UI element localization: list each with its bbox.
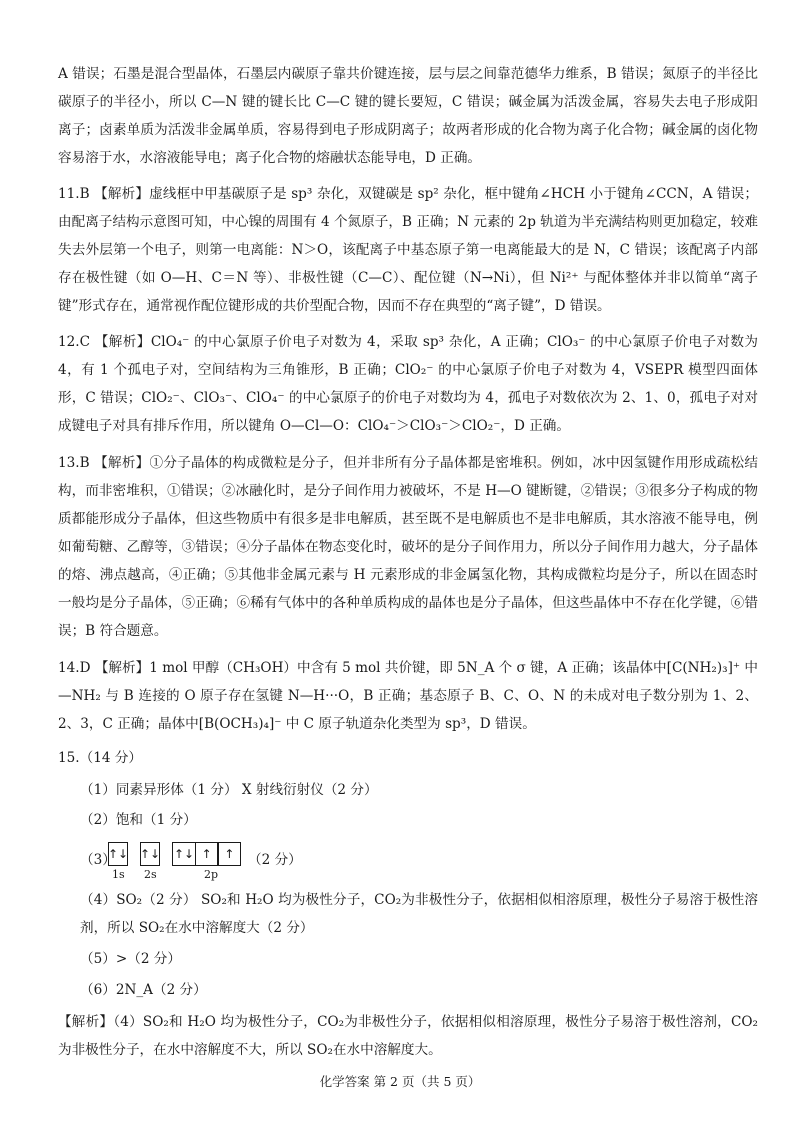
q12-answer: 12.C 【解析】ClO₄⁻ 的中心氯原子价电子对数为 4，采取 sp³ 杂化，A 正确；ClO₃⁻ 的中心氯原子价电子对数为 4，有 1 个孤电子对，空间结构为三角锥形，B 正确；ClO₂⁻ 的中心氯原子价电子对数为 4，VSEPR 模型四面体形，C 错误；ClO₂⁻、ClO₃⁻、ClO₄⁻ 的中心氯原子的价电子对数均为 4，孤电子对数依次为 2、1、0，孤电子对对成键电子对具有排斥作用，所以键角 O—Cl—O：ClO₄⁻＞ClO₃⁻＞ClO₂⁻，D 正确。 — [58, 334, 758, 434]
q15-part4: （4）SO₂（2 分） SO₂和 H₂O 均为极性分子，CO₂为非极性分子，依据相似相溶原理，极性分子易溶于极性溶剂，所以 SO₂在水中溶解度大（2 分） — [80, 892, 758, 936]
orbital-box-2p-1: ↑↓ — [172, 842, 196, 866]
orbital-diagram — [80, 838, 500, 884]
orbital-box-2p-2: ↑ — [195, 842, 219, 866]
label-2s: 2s — [144, 868, 157, 881]
orbital-2p — [172, 842, 241, 866]
label-2p: 2p — [204, 868, 219, 881]
q11-answer: 11.B 【解析】虚线框中甲基碳原子是 sp³ 杂化，双键碳是 sp² 杂化，框中键角∠HCH 小于键角∠CCN，A 错误；由配离子结构示意图可知，中心镍的周围有 4 个氮原子，B 正确；N 元素的 2p 轨道为半充满结构则更加稳定，较难失去外层第一个电子，则第一电离能：N＞O，该配离子中基态原子第一电离能最大的是 N，C 错误；该配离子内部存在极性键（如 O—H、C＝N 等）、非极性键（C—C）、配位键（N→Ni），但 Ni²⁺ 与配体整体并非以简单“离子键”形式存在，通常视作配位键形成的共价型配合物，因而不存在典型的“离子键”，D 错误。 — [58, 186, 758, 314]
q15-part1: （1）同素异形体（1 分） X 射线衍射仪（2 分） — [80, 782, 378, 798]
label-1s: 1s — [112, 868, 125, 881]
orbital-2s — [140, 842, 160, 866]
orbital-box-2s: ↑↓ — [140, 842, 160, 866]
q15-explanation: 【解析】（4）SO₂和 H₂O 均为极性分子，CO₂为非极性分子，依据相似相溶原理，极性分子易溶于极性溶剂，CO₂为非极性分子，在水中溶解度不大，所以 SO₂在水中溶解度大。 — [58, 1014, 758, 1058]
q15-part6: （6）2N_A（2 分） — [80, 982, 207, 998]
orbital-box-2p-3: ↑ — [217, 842, 241, 866]
q15-part3-score: （2 分） — [248, 852, 302, 868]
q10-continuation: A 错误；石墨是混合型晶体，石墨层内碳原子靠共价键连接，层与层之间靠范德华力维系，B 错误；氮原子的半径比碳原子的半径小，所以 C—N 键的键长比 C—C 键的键长要短，C 错误；碱金属为活泼金属，容易失去电子形成阳离子；卤素单质为活泼非金属单质，容易得到电子形成阴离子；故两者形成的化合物为离子化合物；碱金属的卤化物容易溶于水，水溶液能导电；离子化合物的熔融状态能导电，D 正确。 — [58, 66, 758, 166]
q14-answer: 14.D 【解析】1 mol 甲醇（CH₃OH）中含有 5 mol 共价键，即 5N_A 个 σ 键，A 正确；该晶体中[C(NH₂)₃]⁺ 中—NH₂ 与 B 连接的 O 原子存在氢键 N—H···O，B 正确；基态原子 B、C、O、N 的未成对电子数分别为 1、2、2、3，C 正确；晶体中[B(OCH₃)₄]⁻ 中 C 原子轨道杂化类型为 sp³，D 错误。 — [58, 660, 758, 732]
orbital-box-1s: ↑↓ — [108, 842, 128, 866]
q13-answer: 13.B 【解析】①分子晶体的构成微粒是分子，但并非所有分子晶体都是密堆积。例如，冰中因氢键作用形成疏松结构，而非密堆积，①错误；②冰融化时，是分子间作用力被破坏，不是 H—O 键断键，②错误；③很多分子构成的物质都能形成分子晶体，但这些物质中有很多是非电解质，甚至既不是电解质也不是非电解质，其水溶液不能导电，例如葡萄糖、乙醇等，③错误；④分子晶体在物态变化时，破坏的是分子间作用力，所以分子间作用力越大，分子晶体的熔、沸点越高，④正确；⑤其他非金属元素与 H 元素形成的非金属氢化物，其构成微粒均是分子，所以在固态时一般均是分子晶体，⑤正确；⑥稀有气体中的各种单质构成的晶体也是分子晶体，但这些晶体中不存在化学键，⑥错误；B 符合题意。 — [58, 455, 758, 639]
q15-part5: （5）>（2 分） — [80, 951, 181, 967]
q15-part3-label: （3） — [80, 852, 116, 868]
page-footer: 化学答案 第 2 页（共 5 页） — [319, 1074, 481, 1089]
orbital-1s — [108, 842, 128, 866]
q15-title: 15.（14 分） — [58, 750, 143, 766]
q15-part2: （2）饱和（1 分） — [80, 812, 197, 828]
